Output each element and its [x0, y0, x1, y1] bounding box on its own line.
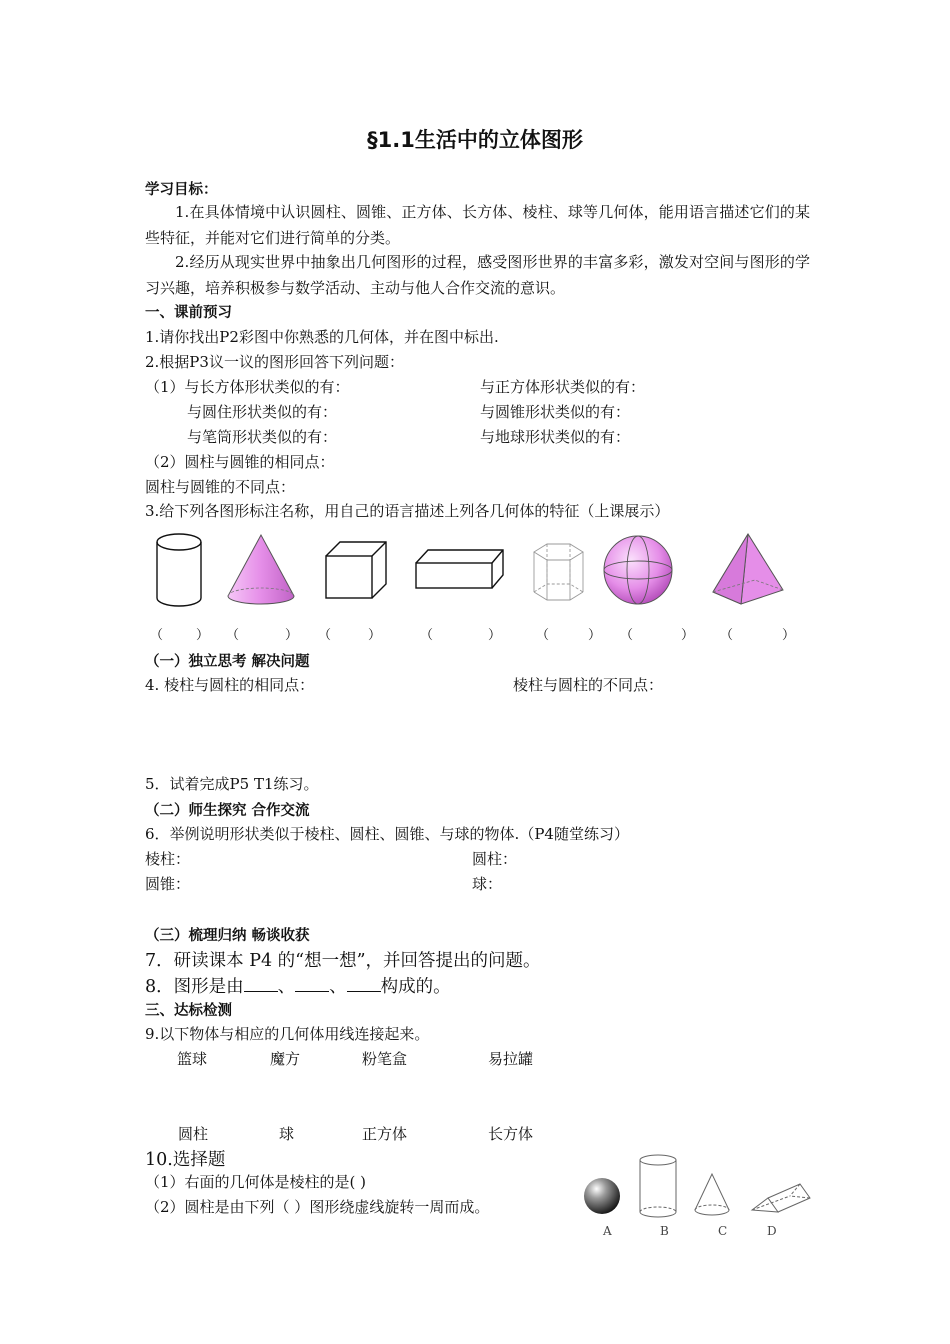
- solid-cube: 正方体: [362, 1125, 408, 1143]
- answer-paren-2-close: ）: [285, 628, 299, 643]
- option-a-label: A: [603, 1224, 612, 1238]
- question-8-start: 8．图形是由: [145, 977, 244, 997]
- object-can: 易拉罐: [488, 1050, 534, 1068]
- answer-paren-3-open: （: [318, 628, 332, 643]
- question-2c-left: 与笔筒形状类似的有：: [187, 428, 338, 446]
- question-10-1: （1）右面的几何体是棱柱的是( ): [145, 1173, 367, 1191]
- object-basketball: 篮球: [177, 1050, 208, 1068]
- question-7: 7．研读课本 P4 的“想一想”，并回答提出的问题。: [145, 951, 541, 971]
- objective-1: 1.在具体情境中认识圆柱、圆锥、正方体、长方体、棱柱、球等几何体，能用语言描述它们的某些特征，并能对它们进行简单的分类。: [145, 203, 810, 247]
- answer-paren-6-close: ）: [681, 628, 695, 643]
- option-c-cone: [695, 1174, 729, 1215]
- answer-paren-3-close: ）: [368, 628, 382, 643]
- question-1: 1.请你找出P2彩图中你熟悉的几何体，并在图中标出.: [145, 328, 499, 346]
- option-d-prism: [752, 1184, 810, 1212]
- question-2a-left: （1）与长方体形状类似的有：: [145, 378, 350, 396]
- question-2c-right: 与地球形状类似的有：: [480, 428, 631, 446]
- option-a-ball: [584, 1178, 620, 1214]
- objectives-heading: 学习目标：: [145, 182, 218, 198]
- check-heading: 三、达标检测: [145, 1003, 232, 1019]
- section-3-heading: （三）梳理归纳 畅谈收获: [145, 928, 310, 944]
- object-chalk-box: 粉笔盒: [362, 1050, 408, 1068]
- cylinder-label: 圆柱：: [472, 850, 518, 868]
- question-2d: （2）圆柱与圆锥的相同点：: [145, 453, 335, 471]
- question-10-2: （2）圆柱是由下列（ ）图形绕虚线旋转一周而成。: [145, 1198, 490, 1216]
- answer-paren-6-open: （: [620, 628, 634, 643]
- answer-paren-1-open: （: [150, 628, 164, 643]
- option-c-label: C: [718, 1224, 728, 1238]
- question-3: 3.给下列各图形标注名称，用自己的语言描述上列各几何体的特征（上课展示）: [145, 502, 670, 520]
- object-rubiks-cube: 魔方: [270, 1050, 301, 1068]
- answer-paren-2-open: （: [226, 628, 240, 643]
- section-2-heading: （二）师生探究 合作交流: [145, 803, 310, 819]
- question-5: 5．试着完成P5 T1练习。: [145, 775, 319, 793]
- option-d-label: D: [767, 1224, 777, 1238]
- prism-label: 棱柱：: [145, 850, 191, 868]
- solid-cylinder: 圆柱: [178, 1125, 209, 1143]
- question-8-end: 构成的。: [380, 977, 451, 997]
- separator-2: 、: [329, 977, 347, 997]
- question-9: 9.以下物体与相应的几何体用线连接起来。: [145, 1025, 430, 1043]
- question-2b-right: 与圆锥形状类似的有：: [480, 403, 631, 421]
- question-4-right: 棱柱与圆柱的不同点：: [513, 676, 664, 694]
- question-10: 10.选择题: [145, 1150, 226, 1170]
- answer-paren-1-close: ）: [196, 628, 210, 643]
- question-6: 6．举例说明形状类似于棱柱、圆柱、圆锥、与球的物体.（P4随堂练习）: [145, 825, 629, 843]
- answer-paren-4-open: （: [420, 628, 434, 643]
- option-b-label: B: [660, 1224, 669, 1238]
- page-title: §1.1生活中的立体图形: [367, 128, 583, 152]
- solid-sphere: 球: [279, 1125, 295, 1143]
- sphere-label: 球：: [472, 875, 503, 893]
- objective-2: 2.经历从现实世界中抽象出几何图形的过程，感受图形世界的丰富多彩，激发对空间与图形的学习兴趣，培养积极参与数学活动、主动与他人合作交流的意识。: [145, 253, 810, 297]
- option-b-cylinder: [640, 1155, 676, 1217]
- question-2a-right: 与正方体形状类似的有：: [480, 378, 646, 396]
- section-1-heading: （一）独立思考 解决问题: [145, 654, 310, 670]
- question-2b-left: 与圆住形状类似的有：: [187, 403, 338, 421]
- question-4-left: 4. 棱柱与圆柱的相同点：: [145, 676, 315, 694]
- answer-paren-7-open: （: [720, 628, 734, 643]
- preview-heading: 一、课前预习: [145, 305, 232, 321]
- answer-paren-5-open: （: [536, 628, 550, 643]
- cone-label: 圆锥：: [145, 875, 191, 893]
- answer-paren-7-close: ）: [782, 628, 796, 643]
- question-2: 2.根据P3议一议的图形回答下列问题：: [145, 353, 404, 371]
- answer-paren-5-close: ）: [588, 628, 602, 643]
- question-2e: 圆柱与圆锥的不同点：: [145, 478, 296, 496]
- answer-paren-4-close: ）: [488, 628, 502, 643]
- separator-1: 、: [277, 977, 296, 997]
- solid-cuboid: 长方体: [488, 1125, 534, 1143]
